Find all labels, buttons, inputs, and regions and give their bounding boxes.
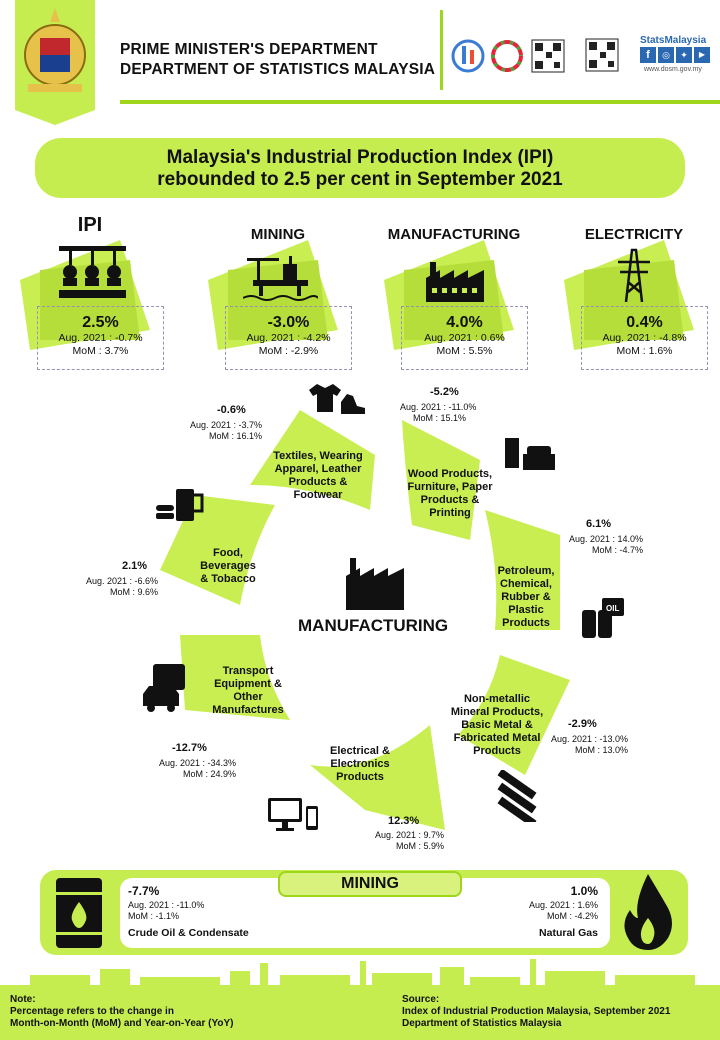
wheel-center-label: MANUFACTURING bbox=[298, 616, 449, 635]
segment-mom: MoM : -4.7% bbox=[591, 545, 643, 555]
stat-box bbox=[37, 306, 164, 370]
clothing-shoe-icon bbox=[307, 382, 365, 416]
segment-label-food: Food, Beverages & Tobacco bbox=[200, 547, 256, 585]
header-line-2: DEPARTMENT OF STATISTICS MALAYSIA bbox=[120, 61, 436, 78]
twitter-icon[interactable]: ✦ bbox=[676, 47, 692, 63]
stat-aug: Aug. 2021 : -0.7% bbox=[58, 332, 143, 344]
oil-rig-icon bbox=[243, 254, 318, 302]
segment-label-transport: Transport Equipment & Other Manufactures bbox=[212, 665, 284, 716]
stat-value: 4.0% bbox=[446, 314, 483, 331]
title-banner bbox=[35, 138, 685, 198]
center-factory-icon bbox=[346, 558, 404, 610]
oil-barrel-icon bbox=[50, 878, 108, 948]
stat-aug: Aug. 2021 : 0.6% bbox=[424, 332, 505, 344]
stat-mom: MoM : 1.6% bbox=[616, 345, 673, 357]
stat-name: MINING bbox=[250, 226, 306, 243]
segment-value: 6.1% bbox=[586, 518, 612, 530]
stat-value: 2.5% bbox=[82, 314, 119, 331]
segment-aug: Aug. 2021 : 9.7% bbox=[374, 830, 444, 840]
segment-mom: MoM : 5.9% bbox=[395, 841, 444, 851]
note-line-2: Month-on-Month (MoM) and Year-on-Year (YoY) bbox=[10, 1018, 234, 1029]
food-drink-icon bbox=[156, 483, 206, 523]
stat-manufacturing bbox=[384, 210, 524, 370]
stat-mom: MoM : 5.5% bbox=[436, 345, 493, 357]
youtube-icon[interactable]: ▶ bbox=[694, 47, 710, 63]
segment-value: -0.6% bbox=[217, 404, 246, 416]
stat-mining bbox=[208, 210, 348, 370]
segment-aug: Aug. 2021 : -3.7% bbox=[189, 420, 262, 430]
coat-of-arms-icon bbox=[10, 0, 100, 125]
stat-box bbox=[581, 306, 708, 370]
segment-aug: Aug. 2021 : -6.6% bbox=[85, 576, 158, 586]
footer-note bbox=[10, 994, 234, 1030]
flame-icon bbox=[616, 872, 680, 952]
header-title bbox=[120, 40, 435, 80]
segment-aug: Aug. 2021 : -13.0% bbox=[550, 734, 628, 744]
website-url[interactable]: www.dosm.gov.my bbox=[644, 66, 702, 73]
stat-box bbox=[225, 306, 352, 370]
segment-value: -5.2% bbox=[430, 386, 459, 398]
facebook-icon[interactable]: f bbox=[640, 47, 656, 63]
stat-box bbox=[401, 306, 528, 370]
stat-mom: MoM : -2.9% bbox=[258, 345, 319, 357]
qr-code-icon bbox=[532, 40, 564, 72]
mining-panel-title: MINING bbox=[278, 871, 462, 897]
segment-aug: Aug. 2021 : -11.0% bbox=[400, 402, 477, 412]
qr-code-icon[interactable] bbox=[585, 38, 619, 72]
segment-aug: Aug. 2021 : -34.3% bbox=[158, 758, 236, 768]
segment-mom: MoM : 13.0% bbox=[574, 745, 628, 755]
robot-arm-icon bbox=[55, 242, 130, 300]
segment-mom: MoM : 16.1% bbox=[208, 431, 262, 441]
segment-mom: MoM : 9.6% bbox=[109, 587, 158, 597]
vehicle-icon bbox=[143, 664, 187, 712]
factory-icon bbox=[426, 258, 484, 302]
segment-label-nonmetallic: Non-metallic Mineral Products, Basic Metal & Fabricated Metal Products bbox=[450, 693, 544, 757]
title-line-2: rebounded to 2.5 per cent in September 2021 bbox=[157, 169, 563, 190]
stat-aug: Aug. 2021 : -4.2% bbox=[246, 332, 331, 344]
stat-name: IPI bbox=[77, 214, 103, 236]
social-brand: StatsMalaysia bbox=[640, 35, 707, 46]
stat-aug: Aug. 2021 : -4.8% bbox=[602, 332, 687, 344]
segment-label-petroleum: Petroleum, Chemical, Rubber & Plastic Products bbox=[497, 565, 555, 629]
stat-electricity bbox=[564, 210, 704, 370]
segment-mom: MoM : 24.9% bbox=[182, 769, 236, 779]
source-line-2: Department of Statistics Malaysia bbox=[402, 1018, 562, 1029]
segment-label-wood: Wood Products, Furniture, Paper Products & Printing bbox=[407, 468, 493, 519]
partner-logos bbox=[450, 38, 580, 74]
social-icons bbox=[640, 47, 710, 63]
sdg-wheel-icon bbox=[493, 42, 521, 70]
segment-value: 2.1% bbox=[122, 560, 148, 572]
header-vertical-divider bbox=[440, 10, 443, 90]
metal-beams-icon bbox=[492, 770, 546, 822]
stat-name: MANUFACTURING bbox=[387, 226, 521, 243]
segment-value: 12.3% bbox=[388, 815, 420, 827]
segment-value: -12.7% bbox=[172, 742, 207, 754]
gas-mom: MoM : -4.2% bbox=[546, 911, 598, 921]
gas-label: Natural Gas bbox=[539, 927, 598, 939]
furniture-icon bbox=[505, 434, 555, 474]
note-line-1: Percentage refers to the change in bbox=[10, 1006, 174, 1017]
computer-icon bbox=[268, 798, 320, 834]
crude-label: Crude Oil & Condensate bbox=[128, 927, 249, 939]
stat-mom: MoM : 3.7% bbox=[72, 345, 129, 357]
crude-mom: MoM : -1.1% bbox=[128, 911, 180, 921]
source-line-1: Index of Industrial Production Malaysia, September 2021 bbox=[402, 1006, 671, 1017]
segment-mom: MoM : 15.1% bbox=[413, 413, 467, 423]
stat-name: ELECTRICITY bbox=[584, 226, 684, 243]
segment-aug: Aug. 2021 : 14.0% bbox=[568, 534, 643, 544]
oil-barrel-icon bbox=[582, 596, 626, 640]
gas-aug: Aug. 2021 : 1.6% bbox=[528, 900, 598, 910]
svg-text:OIL: OIL bbox=[606, 604, 620, 613]
segment-label-electrical: Electrical & Electronics Products bbox=[330, 745, 390, 783]
segment-label-textiles: Textiles, Wearing Apparel, Leather Products & Footwear bbox=[273, 450, 363, 501]
note-title: Note: bbox=[10, 994, 36, 1005]
power-tower-icon bbox=[614, 246, 654, 302]
stat-value: -3.0% bbox=[267, 314, 310, 331]
crude-aug: Aug. 2021 : -11.0% bbox=[128, 900, 205, 910]
footer-source bbox=[402, 994, 670, 1030]
statistics-logo-icon bbox=[453, 41, 483, 71]
header-divider bbox=[120, 100, 720, 104]
instagram-icon[interactable]: ◎ bbox=[658, 47, 674, 63]
source-title: Source: bbox=[402, 994, 440, 1005]
segment-value: -2.9% bbox=[568, 718, 597, 730]
stat-value: 0.4% bbox=[626, 314, 663, 331]
header-line-1: PRIME MINISTER'S DEPARTMENT bbox=[120, 41, 378, 58]
title-line-1: Malaysia's Industrial Production Index (IPI) bbox=[166, 147, 554, 168]
crude-value: -7.7% bbox=[128, 884, 160, 898]
gas-value: 1.0% bbox=[570, 884, 598, 898]
stat-ipi bbox=[20, 210, 160, 370]
industrial-skyline bbox=[0, 955, 720, 987]
